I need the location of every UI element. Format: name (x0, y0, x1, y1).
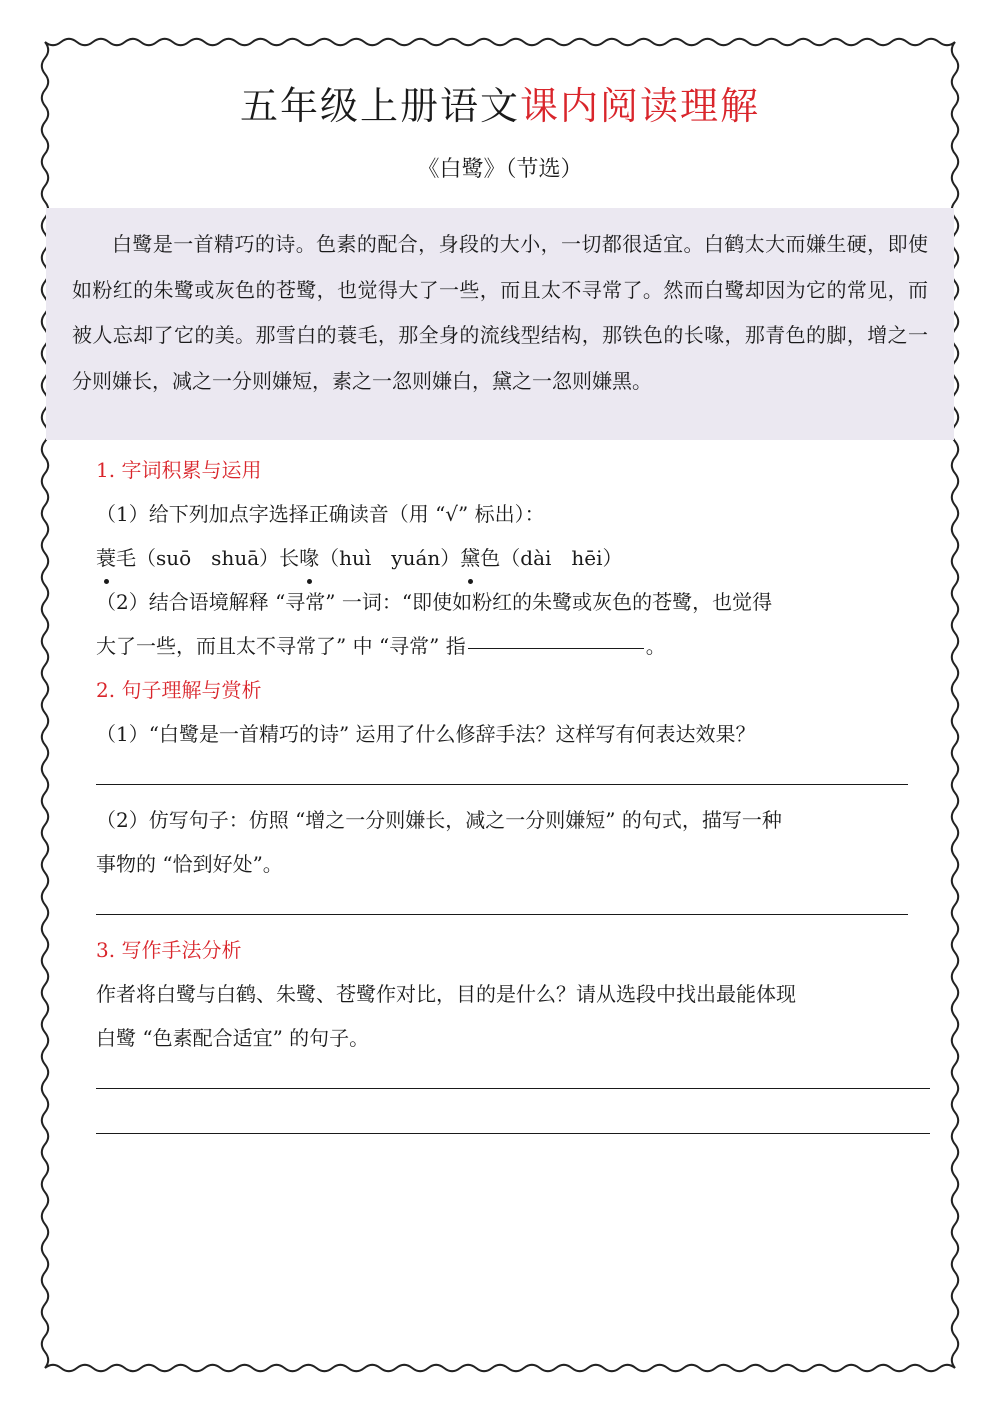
section1-q2-line2-text: 大了一些，而且太不寻常了” 中 “寻常” 指 (96, 634, 466, 658)
word1-rest: 毛 (116, 546, 136, 570)
section1-q1-text: （1）给下列加点字选择正确读音（用 “√” 标出）： (96, 502, 545, 526)
answer-line[interactable] (96, 784, 908, 785)
dotted-char-2: 喙 (299, 536, 319, 580)
passage-box (46, 208, 954, 440)
section1-q2-line2 (96, 624, 666, 668)
answer-line[interactable] (96, 1088, 930, 1089)
passage-text: 白鹭是一首精巧的诗。色素的配合，身段的大小，一切都很适宜。白鹤太大而嫌生硬，即使如粉红的朱鹭或灰色的苍鹭，也觉得大了一些，而且太不寻常了。然而白鹭却因为它的常见，而被人忘却了它的美。那雪白的蓑毛，那全身的流线型结构，那铁色的长喙，那青色的脚，增之一分则嫌长，减之一分则嫌短，素之一忽则嫌白，黛之一忽则嫌黑。 (72, 232, 928, 393)
section3-line1: 作者将白鹭与白鹤、朱鹭、苍鹭作对比，目的是什么？请从选段中找出最能体现 (96, 982, 796, 1006)
fill-in-blank[interactable] (468, 647, 644, 649)
title-black-part: 五年级上册语文 (239, 84, 520, 128)
word3-options[interactable]: （dài hēi） (500, 546, 623, 570)
passage-subtitle: 《白鹭》（节选） (417, 157, 583, 182)
dotted-char-1: 蓑 (96, 536, 116, 580)
section3-heading: 3. 写作手法分析 (96, 938, 242, 962)
dotted-char-3: 黛 (460, 536, 480, 580)
section2-q1-text: （1）“白鹭是一首精巧的诗” 运用了什么修辞手法？这样写有何表达效果？ (96, 722, 756, 746)
pinyin-options-line (96, 536, 623, 580)
section2-heading: 2. 句子理解与赏析 (96, 678, 262, 702)
section3-line2: 白鹭 “色素配合适宜” 的句子。 (96, 1026, 370, 1050)
answer-line[interactable] (96, 914, 908, 915)
section2-q2-line2: 事物的 “恰到好处”。 (96, 852, 283, 876)
page-title (0, 82, 1000, 130)
answer-line[interactable] (96, 1133, 930, 1134)
word2-options[interactable]: （huì yuán） (319, 546, 461, 570)
word1-options[interactable]: （suō shuā） (136, 546, 280, 570)
section1-q2-line1: （2）结合语境解释 “寻常” 一词：“即使如粉红的朱鹭或灰色的苍鹭，也觉得 (96, 590, 773, 614)
word2-prefix: 长 (279, 546, 300, 570)
section1-q2-end: 。 (645, 634, 666, 658)
section2-q2-line1: （2）仿写句子：仿照 “增之一分则嫌长，减之一分则嫌短” 的句式，描写一种 (96, 808, 782, 832)
title-red-part: 课内阅读理解 (520, 84, 761, 128)
word3-rest: 色 (480, 546, 501, 570)
section1-heading: 1. 字词积累与运用 (96, 458, 262, 482)
